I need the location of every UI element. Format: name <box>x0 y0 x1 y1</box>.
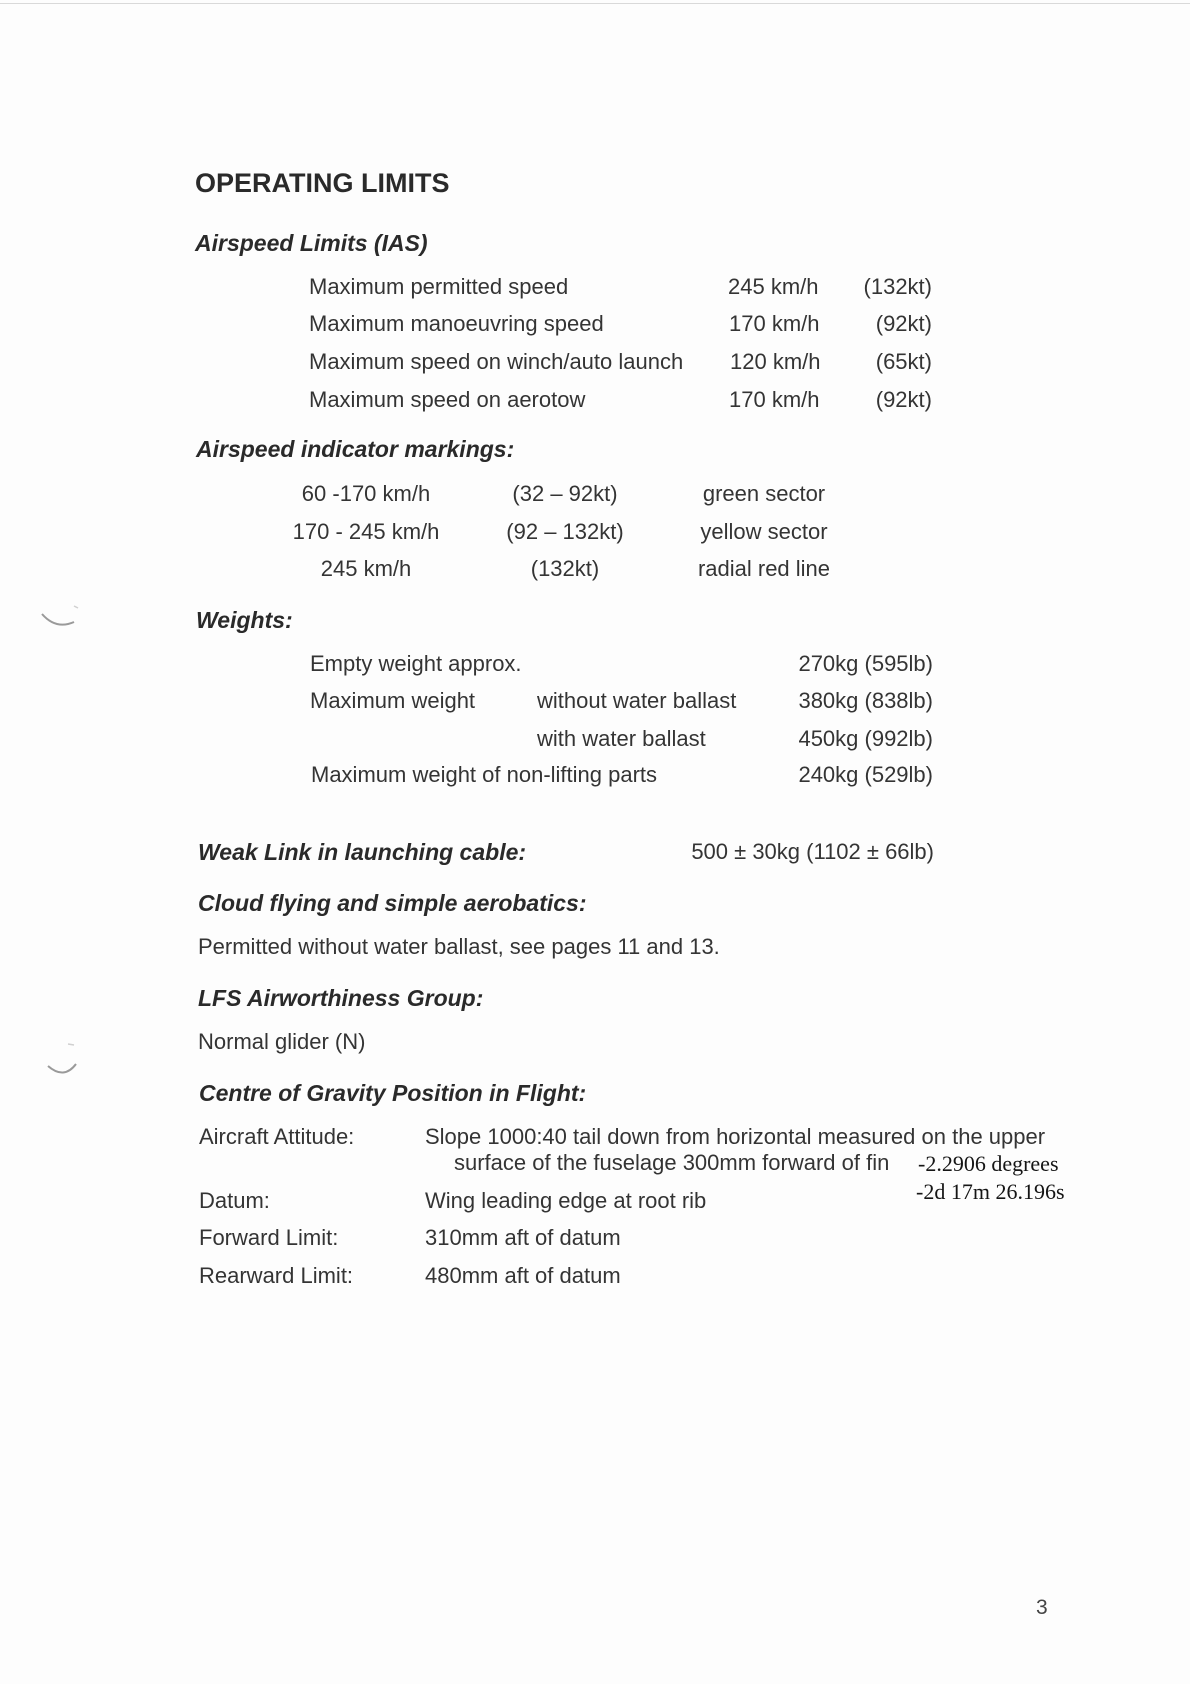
cg-row-value: Wing leading edge at root rib <box>425 1188 707 1213</box>
punch-hole-mark-upper <box>36 600 86 634</box>
handwritten-annotation-dms: -2d 17m 26.196s <box>916 1179 1065 1204</box>
cg-attitude-label: Aircraft Attitude: <box>199 1124 355 1149</box>
weak-link-heading: Weak Link in launching cable: <box>198 839 527 865</box>
weight-row-condition: with water ballast <box>537 726 706 751</box>
weight-row-label: Maximum weight <box>310 688 476 713</box>
airspeed-row-label: Maximum permitted speed <box>309 274 569 299</box>
weight-row-value: 240kg (529lb) <box>798 762 933 787</box>
cg-row-value: 480mm aft of datum <box>425 1263 621 1288</box>
airspeed-row-label: Maximum speed on aerotow <box>309 387 586 412</box>
airspeed-row-kt: (92kt) <box>875 387 932 412</box>
airspeed-row-label: Maximum speed on winch/auto launch <box>309 349 684 374</box>
marking-color: radial red line <box>697 556 831 581</box>
cg-row-label: Rearward Limit: <box>199 1263 354 1288</box>
weight-row-label: Maximum weight of non-lifting parts <box>311 762 658 787</box>
weight-row-condition: without water ballast <box>537 688 737 713</box>
marking-range-kt: (92 – 132kt) <box>506 519 624 544</box>
cg-row-label: Datum: <box>199 1188 270 1213</box>
cg-attitude-line1: Slope 1000:40 tail down from horizontal measured on the upper <box>425 1124 1046 1149</box>
airspeed-row-kt: (92kt) <box>875 311 932 336</box>
marking-color: green sector <box>702 481 826 506</box>
airworthiness-heading: LFS Airworthiness Group: <box>198 985 484 1011</box>
page-number: 3 <box>1036 1596 1048 1619</box>
cg-attitude-line2: surface of the fuselage 300mm forward of fin <box>454 1150 890 1175</box>
marking-range-kmh: 60 -170 km/h <box>301 481 431 506</box>
weight-row-value: 450kg (992lb) <box>798 726 933 751</box>
marking-range-kmh: 245 km/h <box>320 556 412 581</box>
airspeed-row-kt: (132kt) <box>863 274 932 299</box>
weight-row-label: Empty weight approx. <box>310 651 522 676</box>
airspeed-row-kmh: 170 km/h <box>729 387 820 412</box>
handwritten-annotation-degrees: -2.2906 degrees <box>918 1151 1059 1176</box>
marking-range-kmh: 170 - 245 km/h <box>292 519 440 544</box>
scan-edge-line <box>0 3 1190 4</box>
airworthiness-text: Normal glider (N) <box>198 1029 366 1054</box>
weight-row-value: 380kg (838lb) <box>798 688 933 713</box>
airspeed-limits-heading: Airspeed Limits (IAS) <box>195 230 428 256</box>
airspeed-row-kt: (65kt) <box>875 349 932 374</box>
cg-row-label: Forward Limit: <box>199 1225 339 1250</box>
airspeed-row-kmh: 170 km/h <box>729 311 820 336</box>
airspeed-row-kmh: 120 km/h <box>730 349 821 374</box>
marking-range-kt: (32 – 92kt) <box>512 481 618 506</box>
weight-row-value: 270kg (595lb) <box>798 651 933 676</box>
weak-link-value: 500 ± 30kg (1102 ± 66lb) <box>691 839 934 864</box>
cg-row-value: 310mm aft of datum <box>425 1225 621 1250</box>
punch-hole-mark-lower <box>42 1040 92 1084</box>
marking-color: yellow sector <box>700 519 828 544</box>
cloud-flying-text: Permitted without water ballast, see pages 11 and 13. <box>198 934 720 959</box>
airspeed-row-label: Maximum manoeuvring speed <box>309 311 604 336</box>
airspeed-row-kmh: 245 km/h <box>728 274 819 299</box>
weights-heading: Weights: <box>196 607 293 633</box>
cg-position-heading: Centre of Gravity Position in Flight: <box>199 1080 587 1106</box>
page-title: OPERATING LIMITS <box>195 168 450 198</box>
indicator-markings-heading: Airspeed indicator markings: <box>196 436 515 462</box>
marking-range-kt: (132kt) <box>530 556 600 581</box>
cloud-flying-heading: Cloud flying and simple aerobatics: <box>198 890 587 916</box>
